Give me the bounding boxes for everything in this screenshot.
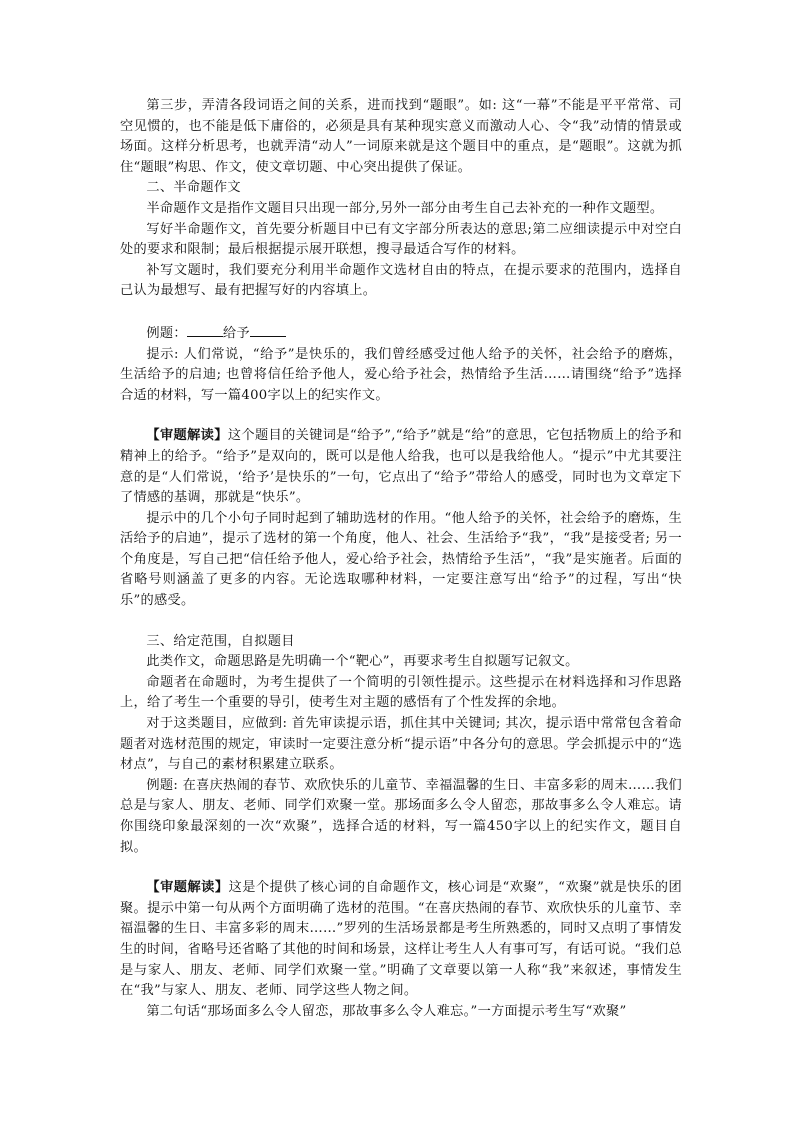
paragraph-hint-1: 提示: 人们常说，“给予”是快乐的，我们曾经感受过他人给予的关怀，社会给予的磨炼，生活给予的启迪; 也曾将信任给予他人，爱心给予社会，热情给予生活……请围绕“给予”选择合适的材料，写一篇400字以上的纪实作文。: [120, 346, 682, 403]
paragraph-method: 写好半命题作文，首先要分析题目中已有文字部分所表达的意思;第二应细读提示中对空白处的要求和限制；最后根据提示展开联想，搜寻最适合写作的材料。: [120, 221, 682, 258]
paragraph-guidance: 命题者在命题时，为考生提供了一个简明的引领性提示。这些提示在材料选择和习作思路上，给了考生一个重要的导引，使考生对主题的感悟有了个性发挥的余地。: [120, 674, 682, 711]
paragraph-definition: 半命题作文是指作文题目只出现一部分,另外一部分由考生自己去补充的一种作文题型。: [146, 200, 664, 216]
paragraph-fill-in: 补写文题时，我们要充分利用半命题作文选材自由的特点，在提示要求的范围内，选择自己认为最想写、最有把握写好的内容填上。: [120, 262, 682, 299]
blank-line: [250, 322, 286, 337]
blank-line: [187, 322, 223, 337]
example-word: 给予: [222, 325, 250, 341]
section-heading-2: 二、半命题作文: [146, 180, 241, 196]
spacer: [120, 406, 682, 426]
example-title-1: [120, 322, 682, 345]
paragraph-analysis-1b: 提示中的几个小句子同时起到了辅助选材的作用。“他人给予的关怀，社会给予的磨炼，生活给予的启迪”，提示了选材的第一个角度，他人、社会、生活给予“我”，“我”是接受者; 另一个角度是，写自己把“信任给予他人，爱心给予社会，热情给予生活”，“我”是实施者。后面的省略号则涵盖了更多的内容。无论选取哪种材料，一定要注意写出“给予”的过程，写出“快乐”的感受。: [120, 510, 682, 609]
paragraph-analysis-2: [120, 878, 682, 1002]
document-body: [120, 96, 682, 1022]
example-label: 例题：: [146, 325, 187, 341]
analysis-text: 这个题目的关键词是“给予”,“给予”就是“给”的意思，它包括物质上的给予和精神上的给予。“给予”是双向的，既可以是他人给我，也可以是我给他人。“提示”中尤其要注意的是“人们常说，‘给予’是快乐的”一句，它点出了“给予”带给人的感受，同时也为文章定下了情感的基调，那就是“快乐”。: [120, 428, 682, 506]
spacer: [120, 612, 682, 632]
paragraph-intro-3: 此类作文，命题思路是先明确一个“靶心”，再要求考生自拟题写记叙文。: [146, 654, 579, 670]
section-heading-3: 三、给定范围，自拟题目: [146, 633, 295, 649]
paragraph-approach: 对于这类题目，应做到: 首先审读提示语，抓住其中关键词; 其次，提示语中常常包含着命题者对选材范围的规定，审读时一定要注意分析“提示语”中各分句的意思。学会抓提示中的“选材点”，与自己的素材积累建立联系。: [120, 716, 682, 773]
analysis-label: 【审题解读】: [146, 428, 228, 444]
paragraph-analysis-1: [120, 426, 682, 508]
spacer: [120, 302, 682, 322]
spacer: [120, 858, 682, 878]
analysis-text: 这是个提供了核心词的自命题作文，核心词是“欢聚”，“欢聚”就是快乐的团聚。提示中第一句从两个方面明确了选材的范围。“在喜庆热闹的春节、欢欣快乐的儿童节、幸福温馨的生日、丰富多彩的周末……”罗列的生活场景都是考生所熟悉的，同时又点明了事情发生的时间，省略号还省略了其他的时间和场景，这样让考生人人有事可写，有话可说。“我们总是与家人、朋友、老师、同学们欢聚一堂。”明确了文章要以第一人称“我”来叙述，事情发生在“我”与家人、朋友、老师、同学这些人物之间。: [120, 880, 682, 999]
paragraph-example-2: 例题: 在喜庆热闹的春节、欢欣快乐的儿童节、幸福温馨的生日、丰富多彩的周末……我们总是与家人、朋友、老师、同学们欢聚一堂。那场面多么令人留恋，那故事多么令人难忘。请你围绕印象最深刻的一次“欢聚”，选择合适的材料，写一篇450字以上的纪实作文，题目自拟。: [120, 777, 682, 855]
analysis-label: 【审题解读】: [146, 880, 229, 896]
paragraph-analysis-2b: 第二句话“那场面多么令人留恋，那故事多么令人难忘。”一方面提示考生写“欢聚”: [146, 1003, 627, 1019]
paragraph-step-three: 第三步，弄清各段词语之间的关系，进而找到“题眼”。如: 这“一幕”不能是平平常常、司空见惯的，也不能是低下庸俗的，必须是具有某种现实意义而激动人心、令“我”动情的情景或场面。这样分析思考，也就弄清“动人”一词原来就是这个题目中的重点，是“题眼”。这就为抓住“题眼”构思、作文，使文章切题、中心突出提供了保证。: [120, 98, 682, 175]
